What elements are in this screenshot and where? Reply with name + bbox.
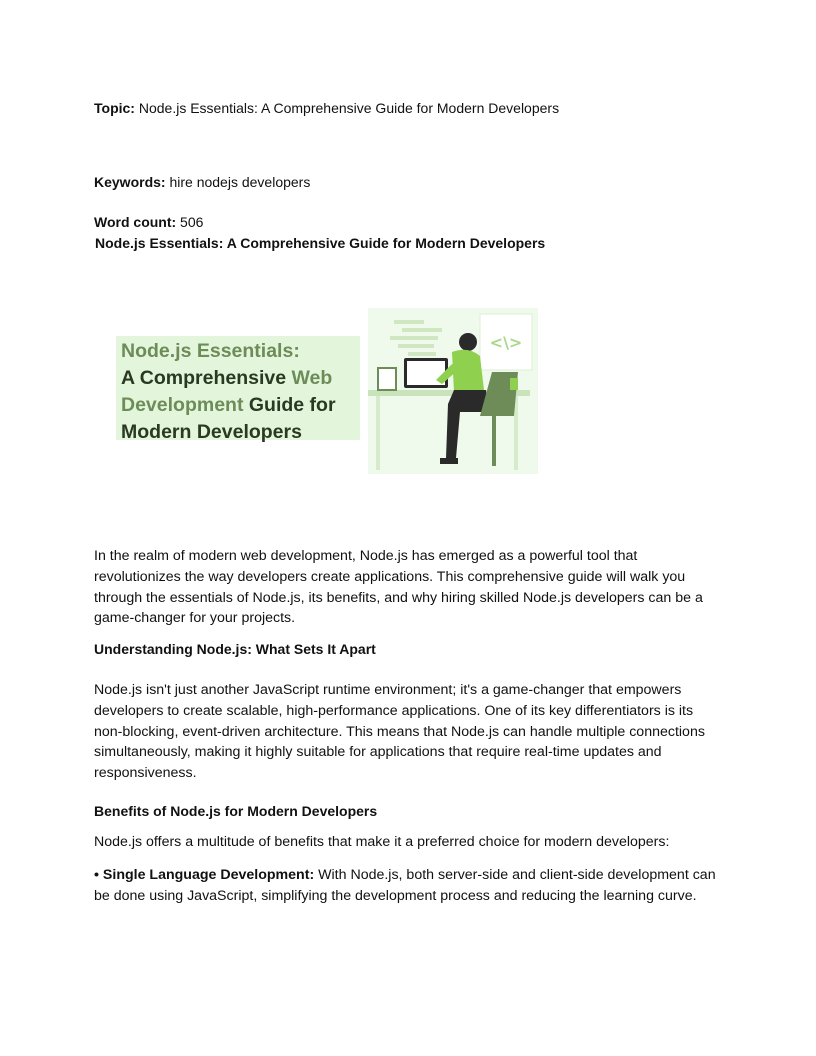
section1-heading: Understanding Node.js: What Sets It Apart bbox=[94, 641, 376, 657]
code-glyph: <\> bbox=[489, 333, 523, 352]
topic-label: Topic: bbox=[94, 100, 135, 116]
keywords-value: hire nodejs developers bbox=[165, 174, 311, 190]
keywords-line bbox=[94, 172, 310, 192]
keywords-label: Keywords: bbox=[94, 174, 166, 190]
banner-line-3: Development Guide for bbox=[121, 394, 336, 416]
wordcount-label: Word count: bbox=[94, 214, 177, 230]
section2-intro: Node.js offers a multitude of benefits that make it a preferred choice for modern developers: bbox=[94, 834, 670, 850]
section2-heading: Benefits of Node.js for Modern Developers bbox=[94, 803, 378, 819]
bullet-single-language bbox=[94, 865, 724, 907]
banner-headline bbox=[121, 338, 361, 446]
wordcount-line bbox=[94, 212, 203, 232]
bullet1-label: • Single Language Development: bbox=[94, 867, 315, 883]
banner-line-1: Node.js Essentials: bbox=[121, 340, 300, 362]
banner-image bbox=[116, 308, 540, 474]
section1-paragraph: Node.js isn't just another JavaScript runtime environment; it's a game-changer that empowers developers to create scalable, high-performance applications. One of its key differentiators is its non-blocking, event-driven architecture. This means that Node.js can handle multiple connections simultaneously, making it highly suitable for applications that require real-time updates and responsiveness. bbox=[94, 682, 705, 782]
topic-value: Node.js Essentials: A Comprehensive Guide for Modern Developers bbox=[134, 100, 560, 116]
banner-line-2: A Comprehensive Web bbox=[121, 367, 333, 389]
developer-at-desk-illustration bbox=[368, 308, 538, 474]
wordcount-value: 506 bbox=[176, 214, 204, 230]
bullet1-text: With Node.js, both server-side and client-side development can be done using JavaScript, simplifying the development process and reducing the learning curve. bbox=[94, 867, 716, 904]
topic-line bbox=[94, 98, 559, 118]
banner-line-4: Modern Developers bbox=[121, 421, 302, 443]
intro-paragraph: In the realm of modern web development, Node.js has emerged as a powerful tool that revolutionizes the way developers create applications. This comprehensive guide will walk you through the essentials of Node.js, its benefits, and why hiring skilled Node.js developers can be a game-changer for your projects. bbox=[94, 548, 703, 627]
document-title: Node.js Essentials: A Comprehensive Guide for Modern Developers bbox=[95, 235, 546, 251]
